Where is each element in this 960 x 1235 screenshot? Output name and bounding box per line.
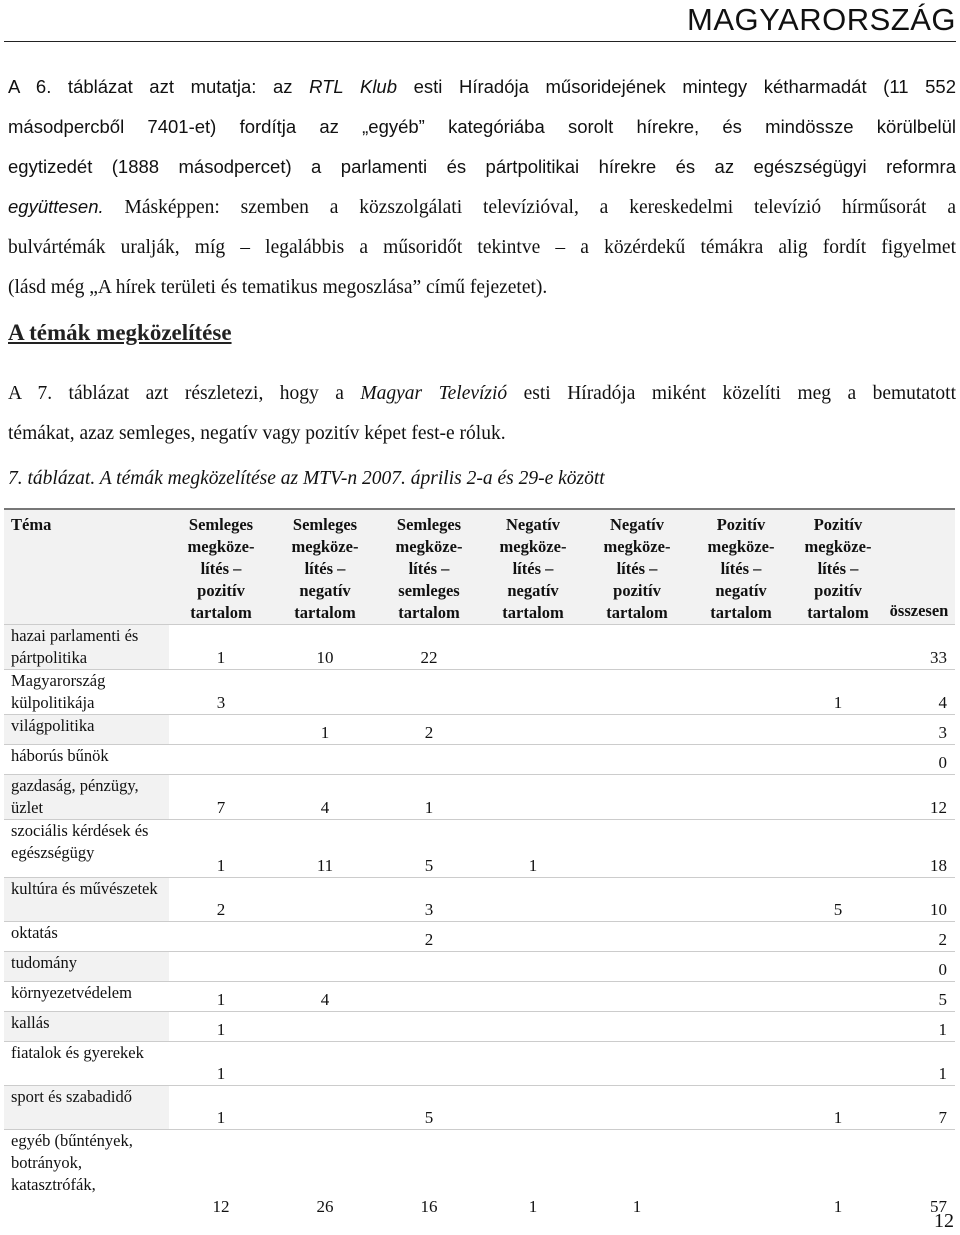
cell-value — [481, 982, 585, 1012]
cell-value: 1 — [273, 715, 377, 745]
cell-value: 7 — [169, 775, 273, 820]
column-header-line: lítés – — [200, 559, 242, 578]
row-label: kallás — [4, 1012, 169, 1042]
cell-value — [273, 1012, 377, 1042]
cell-value — [793, 625, 883, 670]
table-row — [4, 820, 955, 878]
cell-value — [585, 775, 689, 820]
table-row — [4, 1086, 955, 1130]
cell-value — [689, 745, 793, 775]
table-row — [4, 625, 955, 670]
row-total: 2 — [883, 922, 955, 952]
paragraph-line: másodpercből 7401-et) fordítja az „egyéb” kategóriába sorolt hírekre, és mindössze körülbelül — [8, 116, 956, 137]
row-label: hazai parlamenti és pártpolitika — [4, 625, 169, 670]
column-header-line: lítés – — [720, 559, 762, 578]
cell-value — [481, 878, 585, 922]
table-row — [4, 775, 955, 820]
column-header-line: tartalom — [190, 603, 252, 622]
cell-value — [793, 1042, 883, 1086]
row-label: oktatás — [4, 922, 169, 952]
table-row — [4, 952, 955, 982]
cell-value: 1 — [793, 1130, 883, 1218]
row-label: háborús bűnök — [4, 745, 169, 775]
row-label: sport és szabadidő — [4, 1086, 169, 1130]
column-header-line: Semleges — [292, 515, 358, 534]
column-header-line: negatív — [715, 581, 767, 600]
page-header — [0, 0, 960, 42]
cell-value — [585, 820, 689, 878]
cell-value — [481, 952, 585, 982]
table-body — [4, 625, 955, 1218]
column-header-line: tartalom — [807, 603, 869, 622]
table-row — [4, 1042, 955, 1086]
cell-value — [689, 1042, 793, 1086]
column-header-line: lítés – — [408, 559, 450, 578]
cell-value — [481, 775, 585, 820]
cell-value — [585, 715, 689, 745]
cell-value — [481, 1086, 585, 1130]
cell-value — [377, 952, 481, 982]
cell-value — [377, 1012, 481, 1042]
column-header-line: megköze- — [291, 537, 359, 556]
column-header-line: megköze- — [395, 537, 463, 556]
page-number: 12 — [934, 1210, 954, 1232]
cell-value — [377, 670, 481, 715]
paragraph-mtv — [8, 374, 956, 454]
cell-value: 3 — [377, 878, 481, 922]
cell-value — [793, 775, 883, 820]
cell-value — [689, 715, 793, 745]
row-total: 1 — [883, 1042, 955, 1086]
paragraph-line: bulvártémák uralják, míg – legalábbis a műsoridőt tekintve – a közérdekű témákra alig fordít figyelmet — [8, 237, 956, 258]
table-row — [4, 982, 955, 1012]
cell-value: 1 — [793, 670, 883, 715]
cell-value: 1 — [169, 625, 273, 670]
cell-value: 16 — [377, 1130, 481, 1218]
cell-value — [585, 952, 689, 982]
cell-value — [689, 820, 793, 878]
column-header-line: semleges — [398, 581, 460, 600]
column-header — [793, 509, 883, 625]
cell-value — [585, 745, 689, 775]
cell-value — [273, 745, 377, 775]
cell-value — [273, 670, 377, 715]
cell-value: 2 — [377, 715, 481, 745]
cell-value: 26 — [273, 1130, 377, 1218]
cell-value: 1 — [793, 1086, 883, 1130]
row-total: 12 — [883, 775, 955, 820]
cell-value — [793, 745, 883, 775]
row-total: 4 — [883, 670, 955, 715]
column-header-line: megköze- — [804, 537, 872, 556]
row-label: gazdaság, pénzügy, üzlet — [4, 775, 169, 820]
column-header-line: Negatív — [505, 515, 561, 534]
cell-value — [689, 1012, 793, 1042]
cell-value: 10 — [273, 625, 377, 670]
cell-value: 22 — [377, 625, 481, 670]
cell-value — [585, 878, 689, 922]
cell-value — [793, 1012, 883, 1042]
cell-value: 5 — [377, 820, 481, 878]
row-label: környezetvédelem — [4, 982, 169, 1012]
row-total: 10 — [883, 878, 955, 922]
column-header-line: Negatív — [609, 515, 665, 534]
cell-value — [585, 625, 689, 670]
cell-value — [169, 715, 273, 745]
table-header-row — [4, 509, 955, 625]
cell-value — [481, 715, 585, 745]
cell-value — [273, 878, 377, 922]
column-header — [169, 509, 273, 625]
cell-value — [273, 1042, 377, 1086]
column-header-line: negatív — [299, 581, 351, 600]
paragraph-rtl — [8, 67, 956, 308]
table-row — [4, 715, 955, 745]
row-total: 1 — [883, 1012, 955, 1042]
cell-value: 4 — [273, 775, 377, 820]
cell-value — [689, 670, 793, 715]
column-header-line: tartalom — [606, 603, 668, 622]
cell-value — [481, 922, 585, 952]
cell-value — [273, 922, 377, 952]
cell-value — [481, 745, 585, 775]
column-header-line: Pozitív — [716, 515, 766, 534]
column-header — [377, 509, 481, 625]
column-header-topic: Téma — [4, 509, 169, 625]
row-label: egyéb (bűntények, botrányok, katasztrófák, — [4, 1130, 169, 1218]
table-row — [4, 922, 955, 952]
cell-value: 1 — [169, 1012, 273, 1042]
column-header-line: tartalom — [398, 603, 460, 622]
table-row — [4, 1012, 955, 1042]
column-header-line: lítés – — [304, 559, 346, 578]
cell-value — [793, 982, 883, 1012]
topic-table — [4, 508, 955, 1218]
cell-value — [689, 625, 793, 670]
column-header-line: lítés – — [616, 559, 658, 578]
header-divider — [4, 41, 956, 42]
cell-value: 4 — [273, 982, 377, 1012]
column-header-line: tartalom — [502, 603, 564, 622]
cell-value — [377, 1042, 481, 1086]
column-header-line: tartalom — [710, 603, 772, 622]
cell-value: 1 — [169, 1042, 273, 1086]
cell-value — [377, 745, 481, 775]
row-label: fiatalok és gyerekek — [4, 1042, 169, 1086]
row-label: kultúra és művészetek — [4, 878, 169, 922]
paragraph-line: egytizedét (1888 másodpercet) a parlamenti és pártpolitikai hírekre és az egészségügyi reformra — [8, 156, 956, 177]
table-row — [4, 745, 955, 775]
cell-value: 5 — [793, 878, 883, 922]
row-label: tudomány — [4, 952, 169, 982]
row-label: Magyarország külpolitikája — [4, 670, 169, 715]
column-header-line: lítés – — [817, 559, 859, 578]
cell-value: 2 — [377, 922, 481, 952]
cell-value — [481, 1042, 585, 1086]
column-header-line: Pozitív — [813, 515, 863, 534]
cell-value: 11 — [273, 820, 377, 878]
column-header-line: pozitív — [197, 581, 245, 600]
cell-value — [169, 952, 273, 982]
cell-value: 1 — [481, 820, 585, 878]
cell-value — [585, 1086, 689, 1130]
column-header-line: megköze- — [603, 537, 671, 556]
column-header — [481, 509, 585, 625]
paragraph-line: A 7. táblázat azt részletezi, hogy a Magyar Televízió esti Híradója miként közelíti meg a bemutatott — [8, 383, 956, 404]
paragraph-line: (lásd még „A hírek területi és tematikus megoszlása” című fejezetet). — [8, 277, 548, 298]
cell-value — [377, 982, 481, 1012]
paragraph-line: A 6. táblázat azt mutatja: az RTL Klub esti Híradója műsoridejének mintegy kétharmadát (11 552 — [8, 76, 957, 97]
cell-value: 1 — [585, 1130, 689, 1218]
table-row — [4, 670, 955, 715]
column-header — [689, 509, 793, 625]
column-header-line: lítés – — [512, 559, 554, 578]
column-header-line: Semleges — [188, 515, 254, 534]
cell-value — [481, 625, 585, 670]
cell-value — [169, 745, 273, 775]
cell-value: 2 — [169, 878, 273, 922]
row-total: 0 — [883, 745, 955, 775]
cell-value: 1 — [481, 1130, 585, 1218]
row-label: szociális kérdések és egészségügy — [4, 820, 169, 878]
cell-value — [273, 1086, 377, 1130]
cell-value: 3 — [169, 670, 273, 715]
column-header-total: összesen — [883, 509, 955, 625]
paragraph-line: együttesen. Másképpen: szemben a közszolgálati televízióval, a kereskedelmi televízió hírműsorát a — [8, 196, 956, 218]
cell-value — [689, 922, 793, 952]
running-title: MAGYARORSZÁG — [687, 2, 956, 37]
cell-value — [585, 922, 689, 952]
cell-value — [689, 1086, 793, 1130]
row-label: világpolitika — [4, 715, 169, 745]
cell-value — [585, 1012, 689, 1042]
table-row — [4, 1130, 955, 1218]
table-caption: 7. táblázat. A témák megközelítése az MTV-n 2007. április 2-a és 29-e között — [8, 468, 605, 489]
row-total: 33 — [883, 625, 955, 670]
cell-value — [169, 922, 273, 952]
cell-value — [689, 1130, 793, 1218]
row-total: 3 — [883, 715, 955, 745]
cell-value — [689, 878, 793, 922]
row-total: 18 — [883, 820, 955, 878]
cell-value — [585, 670, 689, 715]
cell-value — [689, 982, 793, 1012]
column-header-line: tartalom — [294, 603, 356, 622]
cell-value — [481, 1012, 585, 1042]
column-header-line: pozitív — [814, 581, 862, 600]
column-header-line: Semleges — [396, 515, 462, 534]
cell-value — [689, 952, 793, 982]
cell-value: 12 — [169, 1130, 273, 1218]
cell-value: 1 — [169, 820, 273, 878]
cell-value: 5 — [377, 1086, 481, 1130]
table-row — [4, 878, 955, 922]
column-header-line: megköze- — [499, 537, 567, 556]
cell-value — [793, 715, 883, 745]
column-header-line: negatív — [507, 581, 559, 600]
cell-value — [481, 670, 585, 715]
cell-value — [585, 1042, 689, 1086]
cell-value — [793, 952, 883, 982]
row-total: 0 — [883, 952, 955, 982]
cell-value: 1 — [377, 775, 481, 820]
column-header-line: megköze- — [707, 537, 775, 556]
cell-value: 1 — [169, 982, 273, 1012]
cell-value — [793, 820, 883, 878]
row-total: 57 — [883, 1130, 955, 1218]
cell-value — [273, 952, 377, 982]
cell-value — [793, 922, 883, 952]
section-heading: A témák megközelítése — [8, 320, 232, 345]
column-header — [585, 509, 689, 625]
row-total: 5 — [883, 982, 955, 1012]
cell-value — [585, 982, 689, 1012]
column-header-line: megköze- — [187, 537, 255, 556]
column-header-line: pozitív — [613, 581, 661, 600]
row-total: 7 — [883, 1086, 955, 1130]
cell-value — [689, 775, 793, 820]
column-header — [273, 509, 377, 625]
cell-value: 1 — [169, 1086, 273, 1130]
paragraph-line: témákat, azaz semleges, negatív vagy pozitív képet fest-e róluk. — [8, 423, 506, 444]
